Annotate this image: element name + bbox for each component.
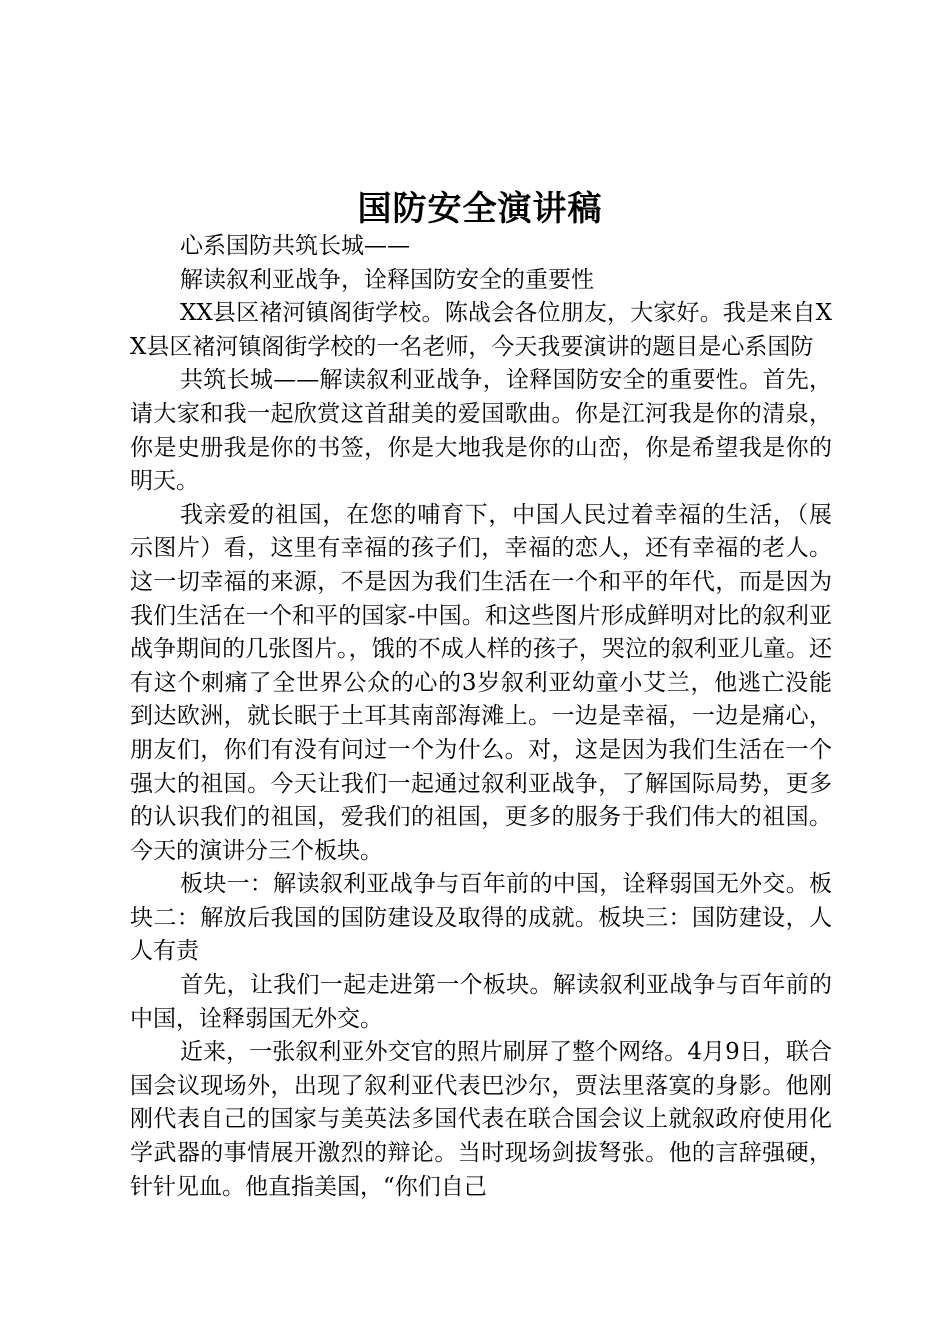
paragraph-diplomat: 近来，一张叙利亚外交官的照片刷屏了整个网络。4月9日，联合国会议现场外，出现了叙利亚代表巴沙尔，贾法里落寞的身影。他刚刚代表自己的国家与美英法多国代表在联合国会议上就叙政府使用化学武器的事情展开激烈的辩论。当时现场剑拔弩张。他的言辞强硬，针针见血。他直指美国，“你们自己 — [130, 1039, 832, 1200]
paragraph-sections: 板块一：解读叙利亚战争与百年前的中国，诠释弱国无外交。板块二：解放后我国的国防建设及取得的成就。板块三：国防建设，人人有责 — [130, 871, 832, 965]
document-title: 国防安全演讲稿 — [357, 189, 603, 229]
paragraph-song: 共筑长城——解读叙利亚战争，诠释国防安全的重要性。首先，请大家和我一起欣赏这首甜美的爱国歌曲。你是江河我是你的清泉，你是史册我是你的书签，你是大地我是你的山峦，你是希望我是你的明天。 — [130, 367, 832, 495]
paragraph-subtitle-1: 心系国防共筑长城—— — [180, 233, 410, 259]
paragraph-section-one: 首先，让我们一起走进第一个板块。解读叙利亚战争与百年前的中国，诠释弱国无外交。 — [130, 972, 832, 1032]
paragraph-motherland: 我亲爱的祖国，在您的哺育下，中国人民过着幸福的生活，（展示图片）看，这里有幸福的孩子们，幸福的恋人，还有幸福的老人。这一切幸福的来源，不是因为我们生活在一个和平的年代，而是因为我们生活在一个和平的国家-中国。和这些图片形成鲜明对比的叙利亚战争期间的几张图片。，饿的不成人样的孩子，哭泣的叙利亚儿童。还有这个刺痛了全世界公众的心的3岁叙利亚幼童小艾兰，他逃亡没能到达欧洲，就长眠于土耳其南部海滩上。一边是幸福，一边是痛心，朋友们，你们有没有问过一个为什么。对，这是因为我们生活在一个强大的祖国。今天让我们一起通过叙利亚战争，了解国际局势，更多的认识我们的祖国，爱我们的祖国，更多的服务于我们伟大的祖国。今天的演讲分三个板块。 — [130, 501, 832, 864]
document-body — [130, 230, 832, 1204]
paragraph-introduction: XX县区褚河镇阁街学校。陈战会各位朋友，大家好。我是来自XX县区褚河镇阁街学校的一名老师，今天我要演讲的题目是心系国防 — [130, 300, 832, 360]
paragraph-subtitle-2: 解读叙利亚战争，诠释国防安全的重要性 — [180, 266, 594, 293]
